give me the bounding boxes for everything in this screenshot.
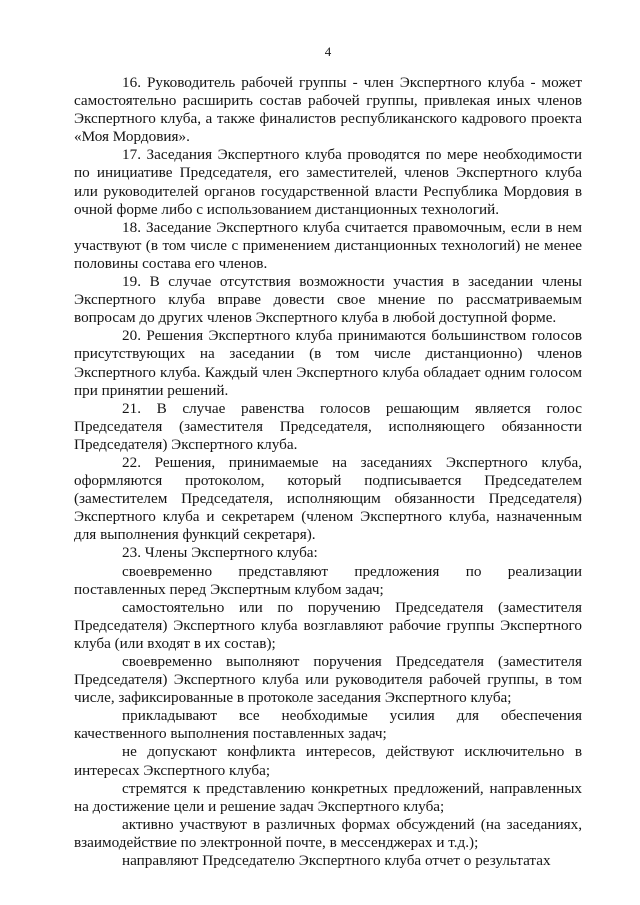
duty-item-report: направляют Председателю Экспертного клуба отчет о результатах: [122, 852, 551, 870]
paragraph-22: 22. Решения, принимаемые на заседаниях Экспертного клуба, оформляются протоколом, который подписывается Председателем (заместителем Председателя, исполняющим обязанности Председателя) Экспертного клуба и секретарем (членом Экспертного клуба, назначенным для выполнения функций секретаря).: [74, 453, 582, 544]
duty-item-working-groups: самостоятельно или по поручению Председателя (заместителя Председателя) Экспертного клуба возглавляют рабочие группы Экспертного клуба (или входят в их состав);: [74, 598, 582, 652]
document-body: [74, 74, 582, 870]
duty-item-conflict-of-interest: не допускают конфликта интересов, действуют исключительно в интересах Экспертного клуба;: [74, 743, 582, 779]
duty-item-discussions: активно участвуют в различных формах обсуждений (на заседаниях, взаимодействие по электронной почте, в мессенджерах и т.д.);: [74, 815, 582, 851]
duty-item-efforts: прикладывают все необходимые усилия для обеспечения качественного выполнения поставленных задач;: [74, 707, 582, 743]
paragraph-18: 18. Заседание Экспертного клуба считается правомочным, если в нем участвуют (в том числе с применением дистанционных технологий) не менее половины состава его членов.: [74, 218, 582, 272]
duty-item-specific-proposals: стремятся к представлению конкретных предложений, направленных на достижение цели и решение задач Экспертного клуба;: [74, 779, 582, 815]
paragraph-19: 19. В случае отсутствия возможности участия в заседании члены Экспертного клуба вправе довести свое мнение по рассматриваемым вопросам до других членов Экспертного клуба в любой доступной форме.: [74, 273, 582, 327]
duty-item-proposals: своевременно представляют предложения по реализации поставленных перед Экспертным клубом задач;: [74, 562, 582, 598]
paragraph-21: 21. В случае равенства голосов решающим является голос Председателя (заместителя Председателя, исполняющего обязанности Председателя) Экспертного клуба.: [74, 399, 582, 453]
paragraph-20: 20. Решения Экспертного клуба принимаются большинством голосов присутствующих на заседании (в том числе дистанционно) членов Экспертного клуба. Каждый член Экспертного клуба обладает одним голосом при принятии решений.: [74, 327, 582, 399]
duty-item-orders: своевременно выполняют поручения Председателя (заместителя Председателя) Экспертного клуба или руководителя рабочей группы, в том числе, зафиксированные в протоколе заседания Экспертного клуба;: [74, 653, 582, 707]
page-number: 4: [324, 44, 332, 59]
paragraph-17: 17. Заседания Экспертного клуба проводятся по мере необходимости по инициативе Председателя, его заместителей, членов Экспертного клуба или руководителей органов государственной власти Республика Мордовия в очной форме либо с использованием дистанционных технологий.: [74, 146, 582, 218]
paragraph-16: 16. Руководитель рабочей группы - член Экспертного клуба - может самостоятельно расширить состав рабочей группы, привлекая иных членов Экспертного клуба, а также финалистов республиканского кадрового проекта «Моя Мордовия».: [74, 74, 582, 146]
paragraph-23-heading: 23. Члены Экспертного клуба:: [122, 544, 318, 562]
